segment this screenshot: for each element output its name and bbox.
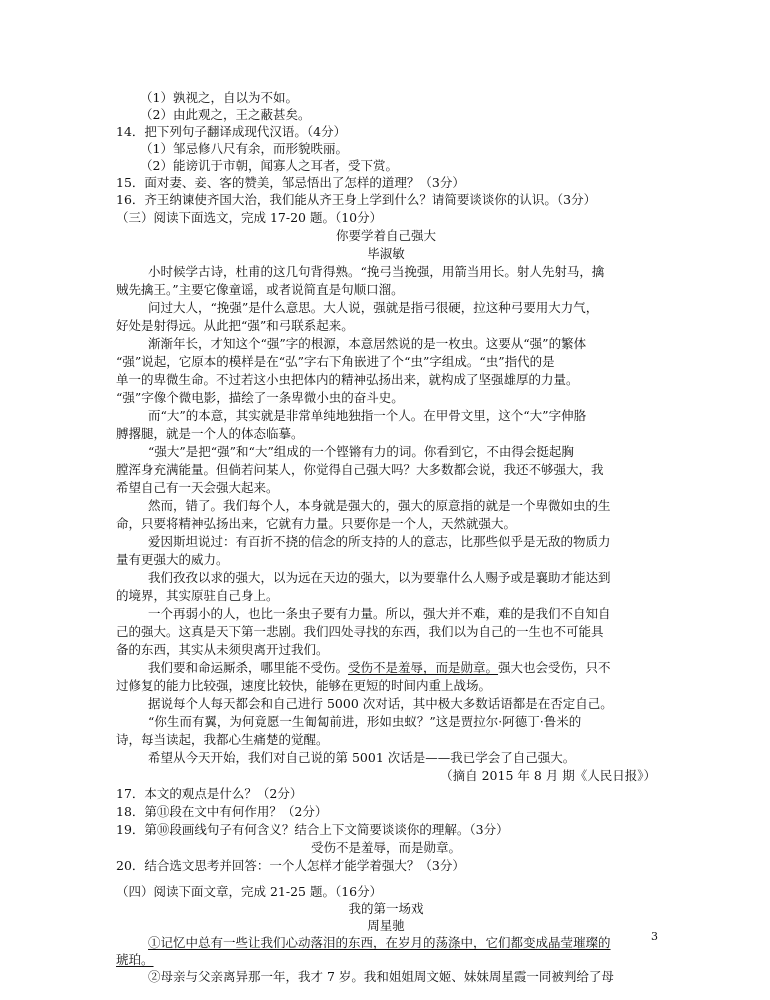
paragraph-line: 备的东西，其实从未须臾离开过我们。 xyxy=(116,642,329,657)
paragraph-line: 问过大人，“挽强”是什么意思。大人说，强就是指弓很硬，拉这种弓要用大力气， xyxy=(148,300,599,315)
paragraph-line: 小时候学古诗，杜甫的这几句背得熟。“挽弓当挽强，用箭当用长。射人先射马，擒 xyxy=(148,264,605,279)
question-19: 19．第⑩段画线句子有何含义？结合上下文简要谈谈你的理解。（3分） xyxy=(116,822,509,837)
paragraph-line: 渐渐年长，才知这个“强”字的根源，本意居然说的是一枚虫。这要从“强”的繁体 xyxy=(148,336,587,351)
paragraph-line: 好处是射得远。从此把“强”和弓联系起来。 xyxy=(116,318,354,333)
question-14: 14．把下列句子翻译成现代汉语。（4分） xyxy=(116,124,347,139)
paragraph-line: ②母亲与父亲离异那一年，我才 7 岁。我和姐姐周文姬、妹妹周星霞一同被判给了母 xyxy=(148,969,614,984)
paragraph-line: 命，只要将精神弘扬出来，它就有力量。只要你是一个人，天然就强大。 xyxy=(116,516,517,531)
text-segment: 强大也会受伤，只不 xyxy=(498,660,611,675)
text-line: （1）邹忌修八尺有余，而形貌昳丽。 xyxy=(140,141,348,156)
paragraph-line: 据说每个人每天都会和自己进行 5000 次对话，其中极大多数话语都是在否定自己。 xyxy=(148,696,613,711)
underlined-sentence: 受伤不是羞辱，而是勋章。 xyxy=(348,660,499,675)
section-heading: （四）阅读下面文章，完成 21-25 题。（16分） xyxy=(116,884,383,899)
paragraph-line: 单一的卑微生命。不过若这小虫把体内的精神弘扬出来，就构成了坚强雄厚的力量。 xyxy=(116,372,579,387)
paragraph-line: 一个再弱小的人，也比一条虫子要有力量。所以，强大并不难，难的是我们不自知自 xyxy=(148,606,611,621)
question-20: 20．结合选文思考并回答：一个人怎样才能学着强大？（3分） xyxy=(116,858,465,873)
section-heading: （三）阅读下面选文，完成 17-20 题。（10分） xyxy=(116,210,383,225)
paragraph-line: 希望从今天开始，我们对自己说的第 5001 次话是——我已学会了自己强大。 xyxy=(148,750,576,765)
paragraph-line: 膛浑身充满能量。但倘若问某人，你觉得自己强大吗？大多数都会说，我还不够强大，我 xyxy=(116,462,604,477)
paragraph-line: “你生而有翼，为何竟愿一生匍匐前进，形如虫蚁？”这是贾拉尔·阿德丁·鲁米的 xyxy=(148,714,582,729)
paragraph-line-underlined: 琥珀。 xyxy=(116,952,154,967)
paragraph-line: “强”字像个微电影，描绘了一条卑微小虫的奋斗史。 xyxy=(116,390,404,405)
text-line: （2）由此观之，王之蔽甚矣。 xyxy=(140,107,311,122)
paragraph-line: “强大”是把“强”和“大”组成的一个铿锵有力的词。你看到它，不由得会挺起胸 xyxy=(148,444,574,459)
paragraph-line: 我们孜孜以求的强大，以为远在天边的强大，以为要靠什么人赐予或是襄助才能达到 xyxy=(148,570,611,585)
paragraph-line: 爱因斯坦说过：有百折不挠的信念的所支持的人的意志，比那些似乎是无敌的物质力 xyxy=(148,534,611,549)
paragraph-line: 己的强大。这真是天下第一悲剧。我们四处寻找的东西，我们以为自己的一生也不可能具 xyxy=(116,624,604,639)
paragraph-line: 而“大”的本意，其实就是非常单纯地独指一个人。在甲骨文里，这个“大”字伸胳 xyxy=(148,408,587,423)
text-segment: 我们要和命运厮杀，哪里能不受伤。 xyxy=(148,660,349,675)
paragraph-line: 过修复的能力比较强，速度比较快，能够在更短的时间内重上战场。 xyxy=(116,678,492,693)
page-number: 3 xyxy=(651,930,658,943)
paragraph-line: 的境界，其实原驻自己身上。 xyxy=(116,588,279,603)
article-author: 毕淑敏 xyxy=(367,246,405,261)
article-author: 周星驰 xyxy=(367,918,405,933)
quoted-sentence: 受伤不是羞辱，而是勋章。 xyxy=(310,840,461,855)
paragraph-line-underlined: ①记忆中总有一些让我们心动落泪的东西，在岁月的荡涤中，它们都变成晶莹璀璨的 xyxy=(148,935,611,950)
question-18: 18．第⑪段在文中有何作用？（2分） xyxy=(116,804,328,819)
paragraph-line: 然而，错了。我们每个人，本身就是强大的，强大的原意指的就是一个卑微如虫的生 xyxy=(148,498,611,513)
source-citation: （摘自 2015 年 8 月 期《人民日报》） xyxy=(440,768,656,783)
text-line: （1）孰视之，自以为不如。 xyxy=(140,90,298,105)
paragraph-line: 贼先擒王。”主要它像童谣，或者说简直是句顺口溜。 xyxy=(116,282,404,297)
question-16: 16．齐王纳谏使齐国大治，我们能从齐王身上学到什么？请简要谈谈你的认识。（3分） xyxy=(116,192,597,207)
paragraph-line: 量有更强大的威力。 xyxy=(116,552,229,567)
article-title: 我的第一场戏 xyxy=(348,901,424,916)
paragraph-line: “强”说起，它原本的模样是在“弘”字右下角嵌进了个“虫”字组成。“虫”指代的是 xyxy=(116,354,555,369)
paragraph-line: 希望自己有一天会强大起来。 xyxy=(116,480,279,495)
paragraph-line-underlined xyxy=(148,660,656,676)
question-17: 17．本文的观点是什么？（2分） xyxy=(116,786,303,801)
paragraph-line: 诗，每当读起，我都心生痛楚的觉醒。 xyxy=(116,732,329,747)
text-line: （2）能谤讥于市朝，闻寡人之耳者，受下赏。 xyxy=(140,158,398,173)
paragraph-line: 膊撂腿，就是一个人的体态临摹。 xyxy=(116,426,304,441)
article-title: 你要学着自己强大 xyxy=(335,228,436,243)
question-15: 15．面对妻、妾、客的赞美，邹忌悟出了怎样的道理？（3分） xyxy=(116,175,465,190)
